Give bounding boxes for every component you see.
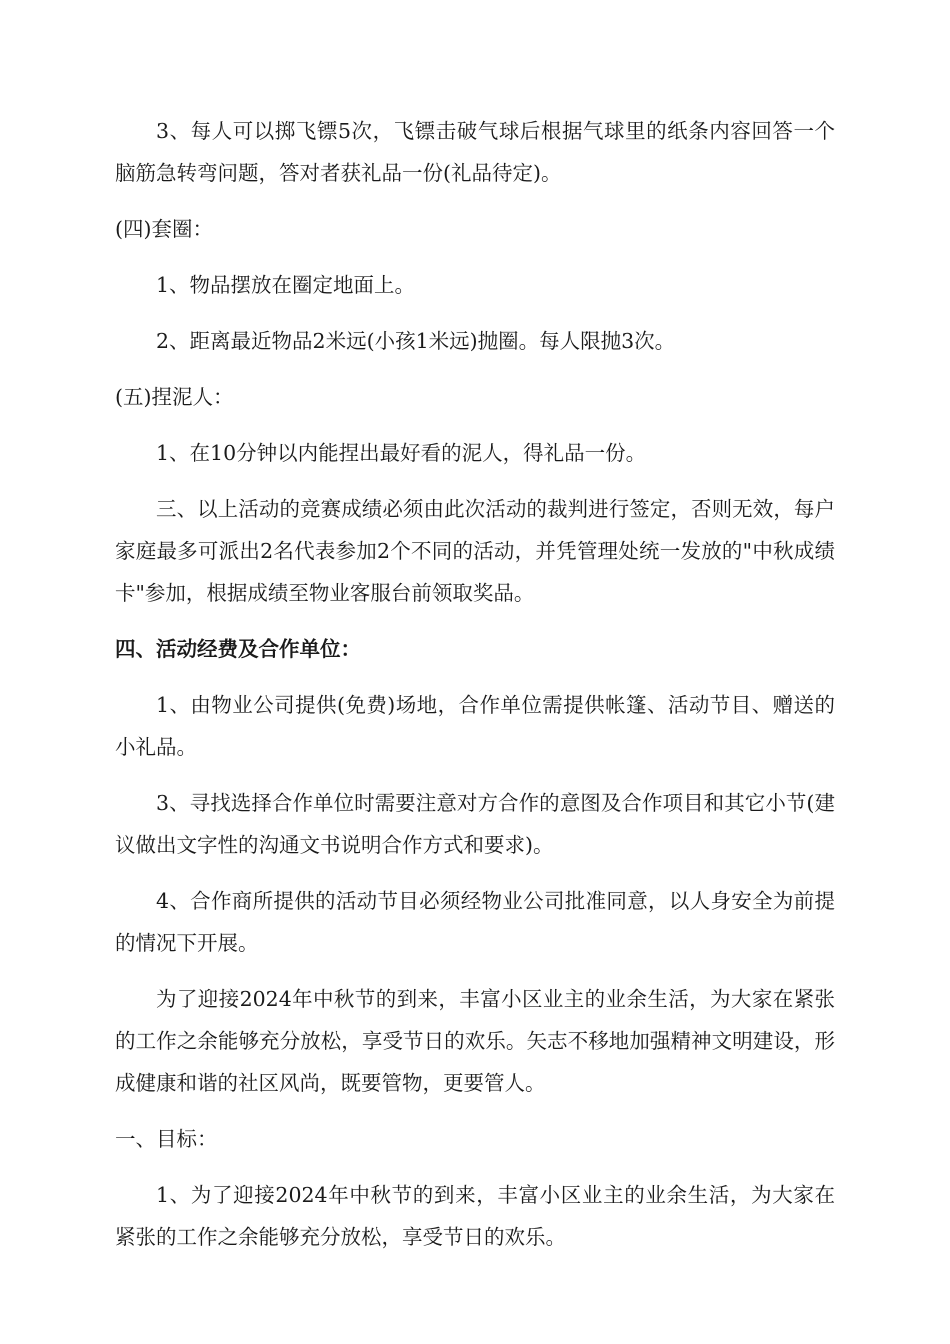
- paragraph-funding-item-1: 1、由物业公司提供(免费)场地，合作单位需提供帐篷、活动节目、赠送的小礼品。: [115, 693, 835, 759]
- paragraph-dart-rule-3: 3、每人可以掷飞镖5次，飞镖击破气球后根据气球里的纸条内容回答一个脑筋急转弯问题，答对者获礼品一份(礼品待定)。: [115, 119, 835, 185]
- paragraph-funding-item-3: 3、寻找选择合作单位时需要注意对方合作的意图及合作项目和其它小节(建议做出文字性的沟通文书说明合作方式和要求)。: [115, 791, 835, 857]
- paragraph-funding-item-4: 4、合作商所提供的活动节目必须经物业公司批准同意，以人身安全为前提的情况下开展。: [115, 889, 835, 955]
- paragraph-goal-item-1: 1、为了迎接2024年中秋节的到来，丰富小区业主的业余生活，为大家在紧张的工作之余能够充分放松，享受节日的欢乐。: [115, 1183, 835, 1249]
- paragraph-clay-figure-rule-1: 1、在10分钟以内能捏出最好看的泥人，得礼品一份。: [156, 441, 647, 465]
- paragraph-ring-toss-rule-1: 1、物品摆放在圈定地面上。: [156, 273, 416, 297]
- heading-clay-figure: (五)捏泥人：: [115, 385, 234, 409]
- heading-section-4-funding: 四、活动经费及合作单位：: [115, 637, 361, 661]
- paragraph-intro: 为了迎接2024年中秋节的到来，丰富小区业主的业余生活，为大家在紧张的工作之余能够充分放松，享受节日的欢乐。矢志不移地加强精神文明建设，形成健康和谐的社区风尚，既要管物，更要管人。: [115, 987, 835, 1095]
- heading-ring-toss: (四)套圈：: [115, 217, 213, 241]
- paragraph-ring-toss-rule-2: 2、距离最近物品2米远(小孩1米远)抛圈。每人限抛3次。: [156, 329, 676, 353]
- heading-section-1-goal: 一、目标：: [115, 1127, 218, 1151]
- document-body: [115, 110, 835, 1272]
- paragraph-section-3-results: 三、以上活动的竞赛成绩必须由此次活动的裁判进行签定，否则无效，每户家庭最多可派出2名代表参加2个不同的活动，并凭管理处统一发放的"中秋成绩卡"参加，根据成绩至物业客服台前领取奖品。: [115, 497, 835, 605]
